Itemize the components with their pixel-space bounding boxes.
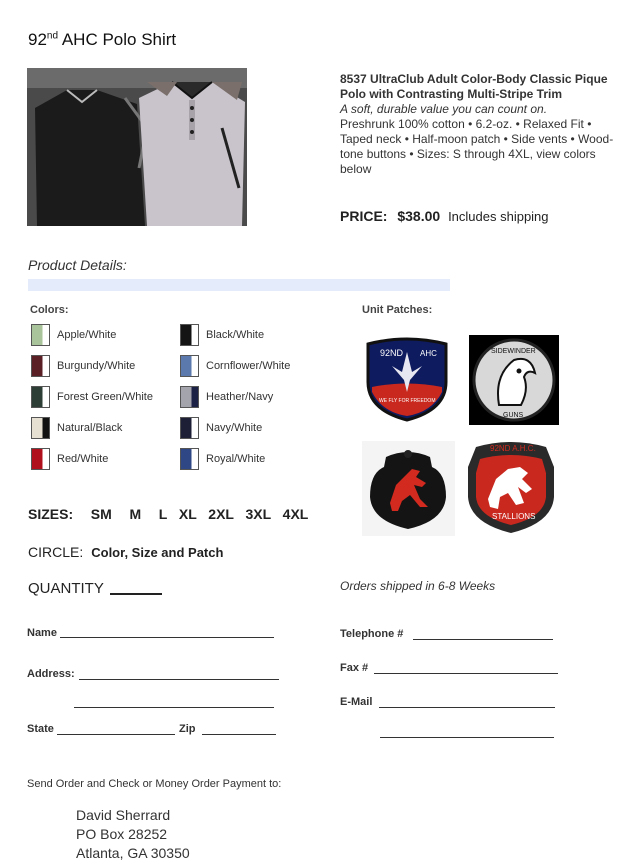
address-line-1: David Sherrard	[76, 807, 171, 823]
color-swatch[interactable]	[31, 355, 50, 377]
svg-text:AHC: AHC	[420, 349, 437, 358]
product-details-heading: Product Details:	[28, 257, 127, 273]
color-name: Cornflower/White	[206, 360, 291, 372]
address-label: Address:	[27, 668, 75, 680]
color-swatch[interactable]	[31, 386, 50, 408]
sizes-line: SIZES: SM M L XL 2XL 3XL 4XL	[28, 506, 309, 522]
telephone-label: Telephone #	[340, 628, 404, 640]
color-swatch[interactable]	[31, 417, 50, 439]
name-label: Name	[27, 627, 57, 639]
fax-label: Fax #	[340, 662, 369, 674]
email-label: E-Mail	[340, 696, 373, 708]
color-name: Heather/Navy	[206, 391, 274, 403]
patch-sidewinder[interactable]	[469, 335, 559, 425]
patch-red-horse[interactable]	[362, 441, 455, 536]
color-swatch[interactable]	[180, 448, 199, 470]
price-line	[340, 208, 549, 224]
color-name: Apple/White	[57, 329, 117, 341]
circle-instruction	[28, 544, 223, 560]
color-name: Red/White	[57, 453, 109, 465]
address-field-1[interactable]	[79, 679, 279, 680]
color-name: Natural/Black	[57, 422, 123, 434]
mailing-address	[76, 806, 190, 863]
circle-label: CIRCLE:	[28, 544, 84, 560]
quantity-label: QUANTITY	[28, 580, 104, 597]
color-name: Royal/White	[206, 453, 266, 465]
state-label: State	[27, 723, 54, 735]
product-features: Preshrunk 100% cotton • 6.2-oz. • Relaxed Fit • Taped neck • Half-moon patch • Side vents • Wood-tone buttons • Sizes: S through 4XL, view colors below	[340, 117, 614, 176]
price-note: Includes shipping	[448, 209, 549, 224]
circle-value: Color, Size and Patch	[91, 545, 224, 560]
price-amount: $38.00	[397, 208, 441, 224]
color-name: Forest Green/White	[57, 391, 153, 403]
color-swatch[interactable]	[180, 417, 199, 439]
colors-label: Colors:	[30, 304, 69, 316]
color-swatch[interactable]	[31, 324, 50, 346]
address-line-3: Atlanta, GA 30350	[76, 845, 190, 861]
email-field-1[interactable]	[379, 707, 555, 708]
quantity-field[interactable]	[28, 580, 162, 597]
color-swatch[interactable]	[180, 355, 199, 377]
fax-field[interactable]	[374, 673, 558, 674]
price-label: PRICE:	[340, 208, 388, 224]
product-photo	[27, 68, 247, 226]
section-bar	[28, 279, 450, 291]
address-line-2: PO Box 28252	[76, 826, 168, 842]
product-heading: 8537 UltraClub Adult Color-Body Classic Pique Polo with Contrasting Multi-Stripe Trim	[340, 72, 608, 101]
zip-label: Zip	[179, 723, 196, 735]
zip-field[interactable]	[202, 734, 276, 735]
product-tagline: A soft, durable value you can count on.	[340, 102, 548, 116]
svg-text:92ND A.H.C.: 92ND A.H.C.	[490, 444, 536, 453]
color-swatch[interactable]	[31, 448, 50, 470]
svg-text:WE FLY FOR FREEDOM: WE FLY FOR FREEDOM	[379, 398, 436, 404]
color-name: Burgundy/White	[57, 360, 136, 372]
send-instructions: Send Order and Check or Money Order Payment to:	[27, 778, 282, 790]
shipping-note: Orders shipped in 6-8 Weeks	[340, 579, 496, 593]
patch-92nd-ahc[interactable]	[362, 332, 452, 422]
telephone-field[interactable]	[413, 639, 553, 640]
svg-text:SIDEWINDER: SIDEWINDER	[491, 348, 536, 355]
page-title: 92nd AHC Polo Shirt	[28, 30, 177, 49]
unit-patches-label: Unit Patches:	[362, 304, 433, 316]
polo-shirts-image	[27, 68, 247, 226]
email-field-2[interactable]	[380, 737, 554, 738]
color-swatch[interactable]	[180, 324, 199, 346]
address-field-2[interactable]	[74, 707, 274, 708]
name-field[interactable]	[60, 637, 274, 638]
color-name: Navy/White	[206, 422, 263, 434]
svg-text:GUNS: GUNS	[503, 412, 524, 419]
quantity-blank[interactable]	[110, 593, 162, 595]
svg-text:92ND: 92ND	[380, 348, 404, 358]
state-field[interactable]	[57, 734, 175, 735]
color-swatch[interactable]	[180, 386, 199, 408]
svg-text:STALLIONS: STALLIONS	[492, 512, 536, 521]
product-description	[340, 72, 620, 177]
color-name: Black/White	[206, 329, 265, 341]
patch-92nd-ahc-stallions[interactable]	[462, 437, 560, 537]
